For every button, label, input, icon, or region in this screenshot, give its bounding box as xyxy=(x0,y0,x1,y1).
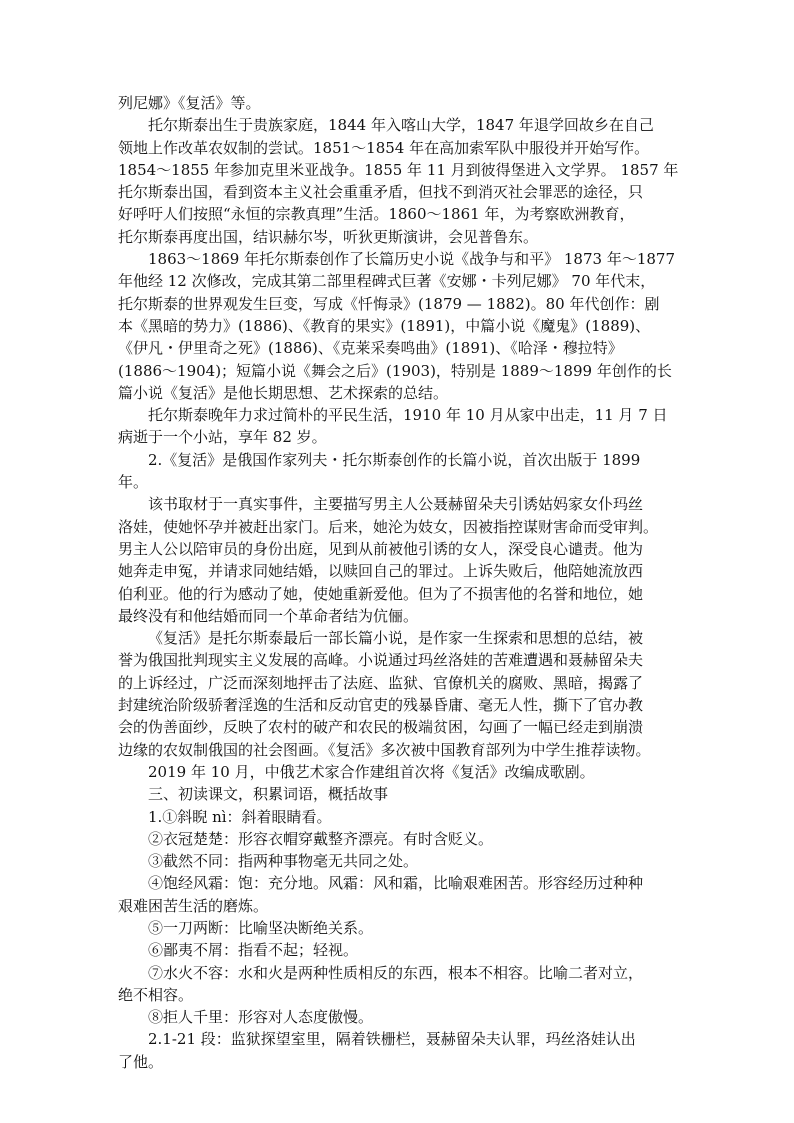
text-line: 洛娃，使她怀孕并被赶出家门。后来，她沦为妓女，因被指控谋财害命而受审判。 xyxy=(118,517,659,536)
text-line: 她奔走申冤，并请求同她结婚，以赎回自己的罪过。上诉失败后，他陪她流放西 xyxy=(118,562,644,581)
text-line: 2019 年 10 月，中俄艺术家合作建组首次将《复活》改编成歌剧。 xyxy=(148,762,595,781)
text-line: 伯利亚。他的行为感动了她，使她重新爱他。但为了不损害他的名誉和地位，她 xyxy=(118,584,644,603)
text-line: 边缘的农奴制俄国的社会图画。《复活》多次被中国教育部列为中学生推荐读物。 xyxy=(118,740,651,759)
text-line: 托尔斯泰的世界观发生巨变，写成《忏悔录》(1879 — 1882)。80 年代创作：剧 xyxy=(118,294,660,313)
document-body xyxy=(118,92,678,1073)
text-line: 领地上作改革农奴制的尝试。1851～1854 年在高加索军队中服役并开始写作。 xyxy=(118,138,650,157)
text-line: 最终没有和他结婚而同一个革命者结为伉俪。 xyxy=(118,606,419,625)
text-line: 封建统治阶级骄奢淫逸的生活和反动官吏的残暴昏庸、毫无人性，撕下了官办教 xyxy=(118,696,644,715)
text-line: 誉为俄国批判现实主义发展的高峰。小说通过玛丝洛娃的苦难遭遇和聂赫留朵夫 xyxy=(118,651,644,670)
text-line: 年。 xyxy=(118,473,149,492)
text-line: 托尔斯泰出国，看到资本主义社会重重矛盾，但找不到消灭社会罪恶的途径，只 xyxy=(118,183,644,202)
text-line: 三、初读课文，积累词语，概括故事 xyxy=(148,785,389,804)
text-line: 年他经 12 次修改，完成其第二部里程碑式巨著《安娜・卡列尼娜》 70 年代末， xyxy=(118,272,656,291)
text-line: 本《黑暗的势力》(1886)、《教育的果实》(1891)，中篇小说《魔鬼》(1889)、 xyxy=(118,316,651,335)
text-line: ⑦水火不容：水和火是两种性质相反的东西，根本不相容。比喻二者对立， xyxy=(148,963,644,982)
text-line: ④饱经风霜：饱：充分地。风霜：风和霜，比喻艰难困苦。形容经历过种种 xyxy=(148,874,644,893)
text-line: 列尼娜》《复活》等。 xyxy=(118,94,261,112)
text-line: 托尔斯泰晚年力求过简朴的平民生活，1910 年 10 月从家中出走，11 月 7 日 xyxy=(148,406,668,425)
text-line: 《复活》是托尔斯泰最后一部长篇小说，是作家一生探索和思想的总结，被 xyxy=(148,629,644,648)
text-line: 1854～1855 年参加克里米亚战争。1855 年 11 月到彼得堡进入文学界。 1857 年 xyxy=(118,160,678,179)
text-line: 托尔斯泰出生于贵族家庭，1844 年入喀山大学，1847 年退学回故乡在自己 xyxy=(148,116,654,135)
text-line: ②衣冠楚楚：形容衣帽穿戴整齐漂亮。有时含贬义。 xyxy=(148,829,494,848)
text-line: 篇小说《复活》是他长期思想、艺术探索的总结。 xyxy=(118,383,449,402)
text-line: 的上诉经过，广泛而深刻地抨击了法庭、监狱、官僚机关的腐败、黑暗，揭露了 xyxy=(118,673,644,692)
text-line: 了他。 xyxy=(118,1052,164,1071)
text-line: 好呼吁人们按照“永恒的宗教真理”生活。1860～1861 年，为考察欧洲教育， xyxy=(118,205,635,224)
text-line: 艰难困苦生活的磨炼。 xyxy=(118,896,269,915)
text-line: ③截然不同：指两种事物毫无共同之处。 xyxy=(148,852,419,871)
text-line: 绝不相容。 xyxy=(118,985,194,1004)
text-line: (1886～1904)；短篇小说《舞会之后》(1903)，特别是 1889～1899 年创作的长 xyxy=(118,361,672,380)
text-line: 男主人公以陪审员的身份出庭，见到从前被他引诱的女人，深受良心谴责。他为 xyxy=(118,539,644,558)
text-line: ⑤一刀两断：比喻坚决断绝关系。 xyxy=(148,918,374,937)
text-line: 2.1-21 段：监狱探望室里，隔着铁栅栏，聂赫留朵夫认罪，玛丝洛娃认出 xyxy=(148,1030,636,1049)
text-line: 1.①斜睨 nì：斜着眼睛看。 xyxy=(148,807,332,826)
text-line: 托尔斯泰再度出国，结识赫尔岑，听狄更斯演讲，会见普鲁东。 xyxy=(118,227,539,246)
text-line: ⑥鄙夷不屑：指看不起；轻视。 xyxy=(148,941,359,960)
text-line: 会的伪善面纱，反映了农村的破产和农民的极端贫困，勾画了一幅已经走到崩溃 xyxy=(118,718,644,737)
text-line: 2.《复活》是俄国作家列夫・托尔斯泰创作的长篇小说，首次出版于 1899 xyxy=(148,450,641,469)
text-line: 《伊凡・伊里奇之死》(1886)、《克莱采奏鸣曲》(1891)、《哈泽・穆拉特》 xyxy=(118,339,623,358)
text-line: 该书取材于一真实事件，主要描写男主人公聂赫留朵夫引诱姑妈家女仆玛丝 xyxy=(148,495,644,514)
text-line: 病逝于一个小站，享年 82 岁。 xyxy=(118,428,327,447)
text-line: ⑧拒人千里：形容对人态度傲慢。 xyxy=(148,1008,374,1027)
text-line: 1863～1869 年托尔斯泰创作了长篇历史小说《战争与和平》 1873 年～1877 xyxy=(148,250,676,269)
